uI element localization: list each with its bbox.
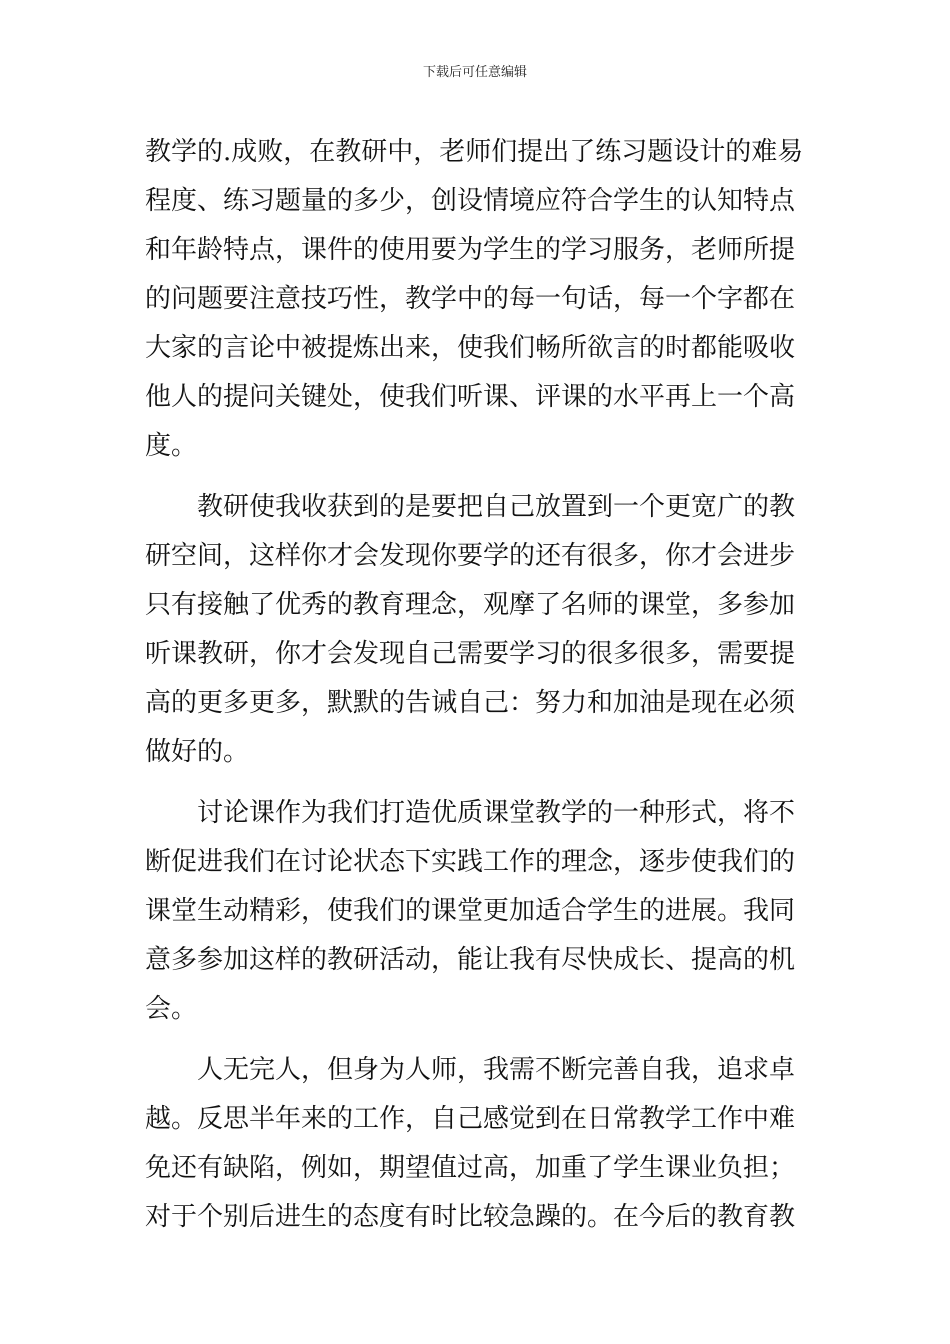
text-line: 越。反思半年来的工作，自己感觉到在日常教学工作中难 — [145, 1104, 796, 1134]
paragraph-1 — [145, 128, 810, 471]
document-body — [145, 128, 810, 1254]
text-line: 只有接触了优秀的教育理念，观摩了名师的课堂，多参加 — [145, 590, 796, 620]
text-line: 教研使我收获到的是要把自己放置到一个更宽广的教 — [197, 492, 796, 522]
text-line: 程度、练习题量的多少，创设情境应符合学生的认知特点 — [145, 186, 796, 216]
text-line: 免还有缺陷，例如，期望值过高，加重了学生课业负担； — [145, 1153, 796, 1183]
paragraph-3 — [145, 789, 810, 1034]
text-line: 的问题要注意技巧性，教学中的每一句话，每一个字都在 — [145, 284, 796, 314]
text-line: 度。 — [145, 431, 198, 461]
text-line: 课堂生动精彩，使我们的课堂更加适合学生的进展。我同 — [145, 896, 796, 926]
text-line: 断促进我们在讨论状态下实践工作的理念，逐步使我们的 — [145, 847, 796, 877]
text-line: 意多参加这样的教研活动，能让我有尽快成长、提高的机 — [145, 945, 796, 975]
text-line: 教学的.成败，在教研中，老师们提出了练习题设计的难易 — [145, 137, 804, 167]
text-line: 听课教研，你才会发现自己需要学习的很多很多，需要提 — [145, 639, 796, 669]
text-line: 研空间，这样你才会发现你要学的还有很多，你才会进步 — [145, 541, 796, 571]
text-line: 高的更多更多，默默的告诫自己：努力和加油是现在必须 — [145, 688, 796, 718]
text-line: 会。 — [145, 994, 198, 1024]
text-line: 对于个别后进生的态度有时比较急躁的。在今后的教育教 — [145, 1202, 796, 1232]
text-line: 讨论课作为我们打造优质课堂教学的一种形式，将不 — [197, 798, 796, 828]
text-line: 大家的言论中被提炼出来，使我们畅所欲言的时都能吸收 — [145, 333, 796, 363]
text-line: 人无完人，但身为人师，我需不断完善自我，追求卓 — [197, 1055, 796, 1085]
text-line: 和年龄特点，课件的使用要为学生的学习服务，老师所提 — [145, 235, 796, 265]
header-note: 下载后可任意编辑 — [422, 65, 527, 80]
paragraph-2 — [145, 483, 810, 777]
text-line: 他人的提问关键处，使我们听课、评课的水平再上一个高 — [145, 382, 796, 412]
text-line: 做好的。 — [145, 737, 250, 767]
paragraph-4 — [145, 1046, 810, 1242]
